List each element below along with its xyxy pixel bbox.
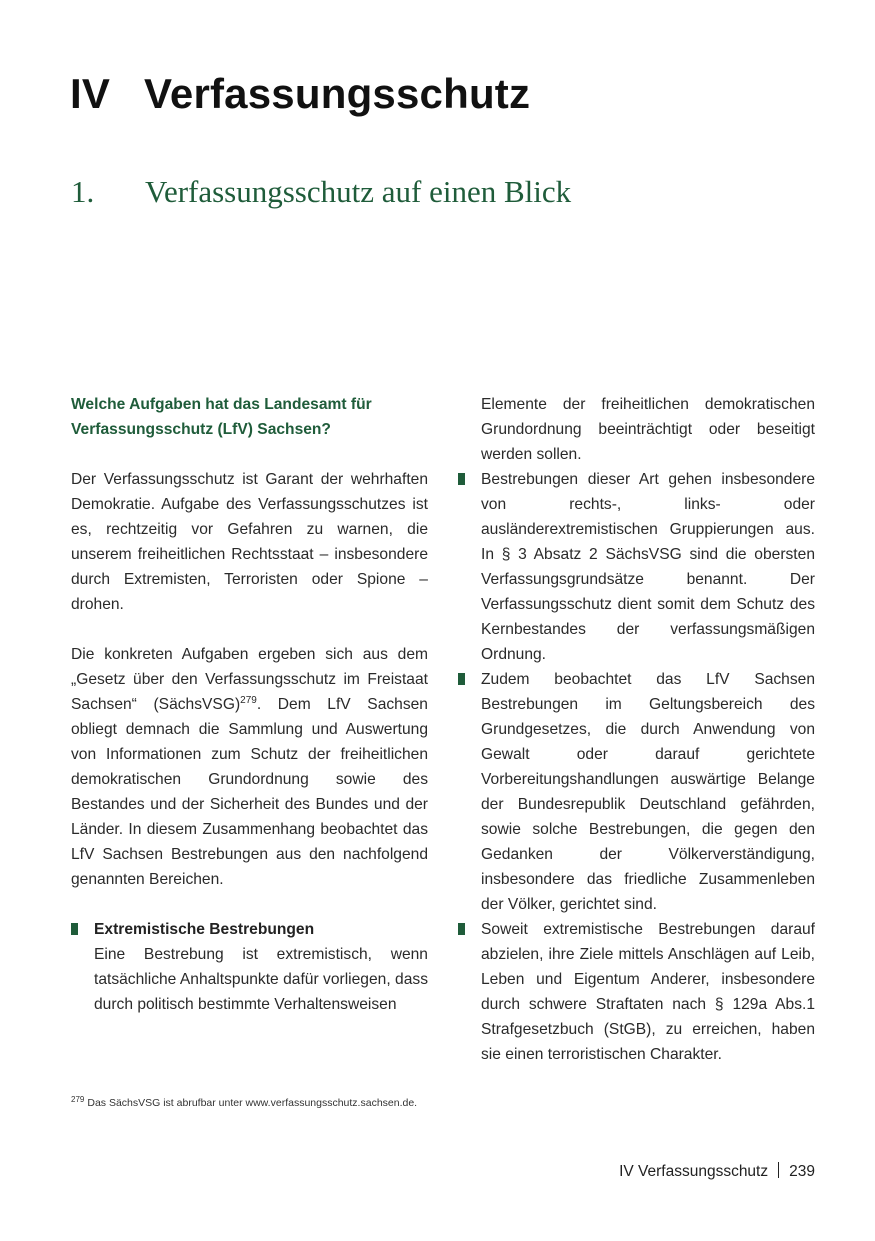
bullet-marker-icon (458, 673, 465, 685)
bullet-terrorist (458, 917, 815, 1067)
section-title-text: Verfassungsschutz auf einen Blick (145, 174, 572, 209)
bullet-groups (458, 467, 815, 667)
paragraph-tasks-part1: Die konkreten Aufgaben ergeben sich aus dem „Gesetz über den Verfassungsschutz im Freistaat Sachsen“ (SächsVSG) (71, 646, 428, 713)
footnote-reference[interactable]: 279 (240, 695, 257, 706)
right-column (458, 392, 815, 1067)
footnote-number: 279 (71, 1095, 85, 1104)
bullet-extremist (71, 917, 428, 1017)
bullet-text: Eine Bestrebung ist extremistisch, wenn tatsächliche Anhaltspunkte dafür vorliegen, dass durch politisch bestimmte Verhaltensweisen (94, 946, 428, 1013)
footnote-text: Das SächsVSG ist abrufbar unter www.verfassungsschutz.sachsen.de. (87, 1097, 418, 1109)
question-heading: Welche Aufgaben hat das Landesamt für Verfassungsschutz (LfV) Sachsen? (71, 396, 372, 438)
bullet-text: Soweit extremistische Bestrebungen darauf abzielen, ihre Ziele mittels Anschlägen auf Leib, Leben und Eigentum Anderer, insbesondere durch schwere Straftaten nach § 129a Abs.1 Strafgesetzbuch (StGB), zu erreichen, haben sie einen terroristischen Charakter. (481, 921, 815, 1063)
chapter-number: IV (70, 70, 111, 117)
page-footer (619, 1162, 815, 1181)
footnote (71, 1097, 417, 1109)
paragraph-tasks (71, 642, 428, 892)
footer-divider (778, 1162, 779, 1178)
bullet-text: Bestrebungen dieser Art gehen insbesondere von rechts-, links- oder ausländerextremistischen Gruppierungen aus. In § 3 Absatz 2 SächsVSG sind die obersten Verfassungsgrundsätze benannt. Der Verfassungsschutz dient somit dem Schutz des Kernbestandes der verfassungsmäßigen Ordnung. (481, 471, 815, 663)
left-column (71, 392, 428, 1017)
chapter-title (70, 70, 530, 118)
bullet-continuation: Elemente der freiheitlichen demokratischen Grundordnung beeinträchtigt oder beseitigt werden sollen. (481, 396, 815, 463)
running-title: IV Verfassungsschutz (619, 1163, 769, 1180)
section-title (71, 174, 571, 210)
bullet-marker-icon (458, 473, 465, 485)
chapter-title-text: Verfassungsschutz (144, 70, 531, 117)
paragraph-tasks-part2: . Dem LfV Sachsen obliegt demnach die Sammlung und Auswertung von Informationen zum Schutz der freiheitlichen demokratischen Grundordnung sowie des Bestandes und der Sicherheit des Bundes und der Länder. In diesem Zusammenhang beobachtet das LfV Sachsen Bestrebungen aus den nachfolgend genannten Bereichen. (71, 696, 428, 888)
bullet-text: Zudem beobachtet das LfV Sachsen Bestrebungen im Geltungsbereich des Grundgesetzes, die durch Anwendung von Gewalt oder darauf gerichtete Vorbereitungshandlungen auswärtige Belange der Bundesrepublik Deutschland gefährden, sowie solche Bestrebungen, die gegen den Gedanken der Völkerverständigung, insbesondere das friedliche Zusammenleben der Völker, gerichtet sind. (481, 671, 815, 913)
bullet-foreign (458, 667, 815, 917)
bullet-marker-icon (458, 923, 465, 935)
bullet-title: Extremistische Bestrebungen (94, 921, 315, 938)
paragraph-intro: Der Verfassungsschutz ist Garant der wehrhaften Demokratie. Aufgabe des Verfassungsschutzes ist es, rechtzeitig vor Gefahren zu warnen, die unserem freiheitlichen Rechtsstaat – insbesondere durch Extremisten, Terroristen oder Spione – drohen. (71, 471, 428, 613)
bullet-marker-icon (71, 923, 78, 935)
page-number: 239 (789, 1163, 815, 1180)
section-number: 1. (71, 174, 95, 209)
